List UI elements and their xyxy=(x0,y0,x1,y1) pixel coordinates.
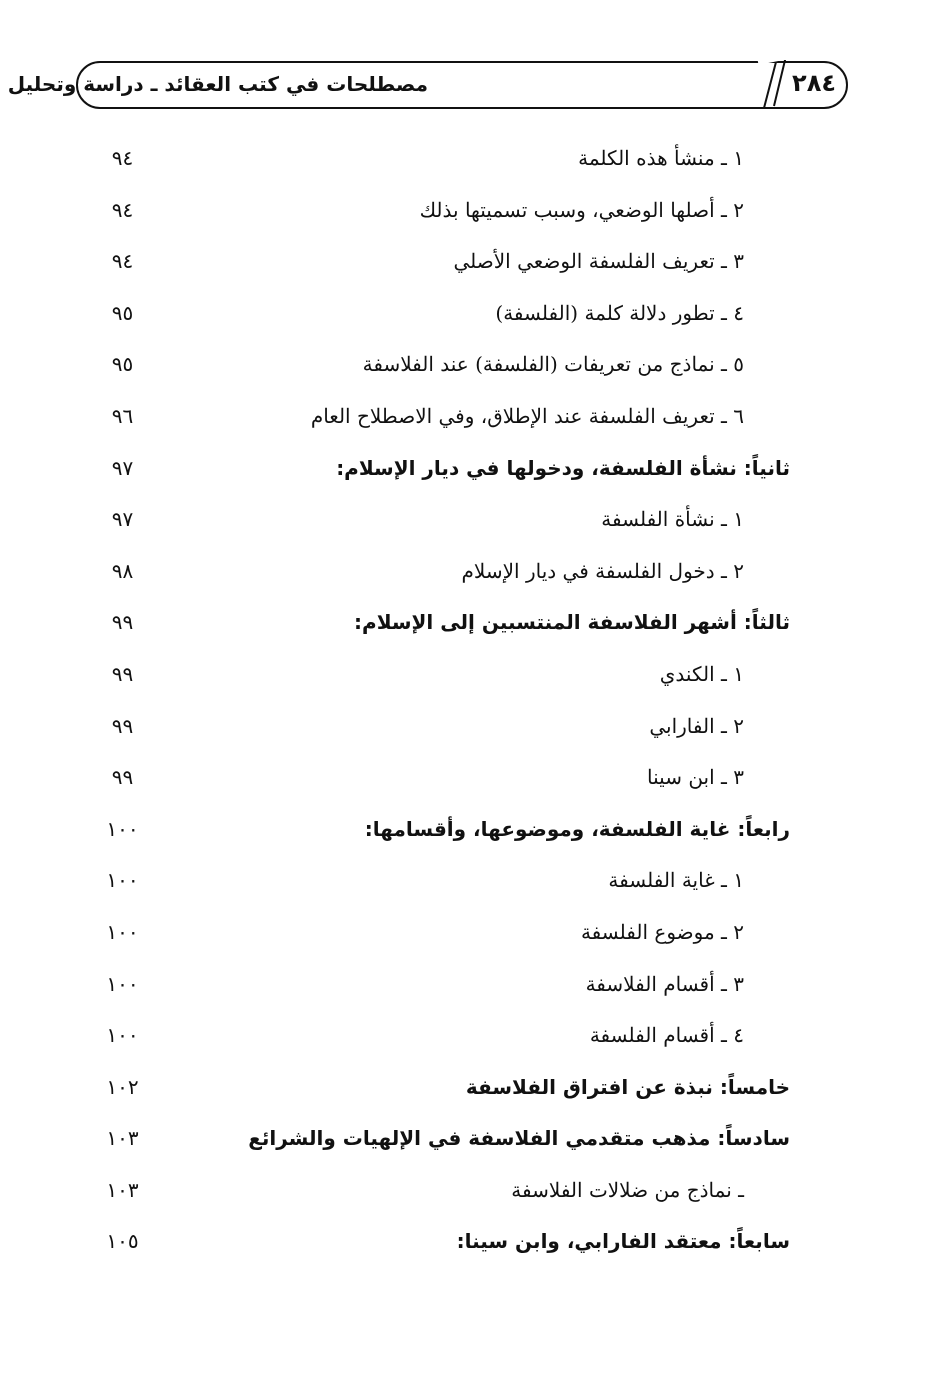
toc-entry-page: ٩٥ xyxy=(111,300,134,325)
toc-entry xyxy=(100,393,790,445)
toc-entry xyxy=(100,341,790,393)
toc-entry-title: ٤ ـ تطور دلالة كلمة (الفلسفة) xyxy=(495,300,744,325)
toc-entry xyxy=(100,599,790,651)
toc-entry-title: ٢ ـ موضوع الفلسفة xyxy=(580,919,744,944)
toc-entry-title: سادساً: مذهب متقدمي الفلاسفة في الإلهيات والشرائع xyxy=(248,1126,790,1151)
toc-entry-title: ٥ ـ نماذج من تعريفات (الفلسفة) عند الفلاسفة xyxy=(362,352,744,377)
toc-entry-page: ١٠٠ xyxy=(106,1023,139,1048)
toc-entry-title: ثانياً: نشأة الفلسفة، ودخولها في ديار الإسلام: xyxy=(336,455,790,480)
table-of-contents xyxy=(100,135,790,1270)
toc-entry-title: ٢ ـ الفارابي xyxy=(649,713,744,738)
page-number: ٢٨٤ xyxy=(792,69,836,97)
toc-entry-title: ١ ـ منشأ هذه الكلمة xyxy=(578,146,744,170)
toc-entry xyxy=(100,754,790,806)
running-header xyxy=(7,60,848,112)
toc-entry xyxy=(100,961,790,1013)
toc-entry xyxy=(100,806,790,858)
book-title: مصطلحات في كتب العقائد ـ دراسة وتحليل xyxy=(7,72,428,96)
toc-entry xyxy=(100,1218,790,1270)
toc-entry-page: ٩٧ xyxy=(111,455,134,480)
toc-entry xyxy=(100,1115,790,1167)
toc-entry xyxy=(100,1064,790,1116)
toc-entry-title: ٦ ـ تعريف الفلسفة عند الإطلاق، وفي الاصطلاح العام xyxy=(310,403,744,428)
toc-entry-title: ٣ ـ أقسام الفلاسفة xyxy=(585,971,744,996)
toc-entry xyxy=(100,238,790,290)
toc-entry-title: ١ ـ نشأة الفلسفة xyxy=(601,507,744,532)
toc-entry-title: ٤ ـ أقسام الفلسفة xyxy=(589,1023,744,1048)
toc-entry-page: ١٠٣ xyxy=(106,1126,139,1151)
toc-entry-page: ٩٤ xyxy=(111,249,134,274)
toc-entry-title: ـ نماذج من ضلالات الفلاسفة xyxy=(511,1177,744,1202)
toc-entry xyxy=(100,135,790,187)
toc-entry-page: ١٠٠ xyxy=(106,971,139,996)
toc-entry-page: ٩٩ xyxy=(111,713,134,738)
toc-entry xyxy=(100,1012,790,1064)
toc-entry xyxy=(100,445,790,497)
toc-entry-page: ١٠٠ xyxy=(106,868,139,893)
toc-entry-page: ٩٧ xyxy=(111,507,134,532)
toc-entry-title: ٢ ـ دخول الفلسفة في ديار الإسلام xyxy=(461,558,744,583)
toc-entry-title: ثالثاً: أشهر الفلاسفة المنتسبين إلى الإسلام: xyxy=(354,610,790,635)
toc-entry xyxy=(100,703,790,755)
toc-entry-title: خامساً: نبذة عن افتراق الفلاسفة xyxy=(465,1074,790,1099)
toc-entry-title: ٣ ـ ابن سينا xyxy=(647,765,744,790)
toc-entry-page: ١٠٢ xyxy=(106,1074,139,1099)
toc-entry-page: ٩٥ xyxy=(111,352,134,377)
toc-entry xyxy=(100,548,790,600)
toc-entry-title: ١ ـ غاية الفلسفة xyxy=(608,868,744,893)
toc-entry-title: ٢ ـ أصلها الوضعي، وسبب تسميتها بذلك xyxy=(419,197,744,222)
toc-entry-page: ١٠٠ xyxy=(106,816,139,841)
toc-entry-page: ٩٤ xyxy=(111,146,134,170)
toc-entry-page: ١٠٥ xyxy=(106,1229,139,1254)
toc-entry-title: سابعاً: معتقد الفارابي، وابن سينا: xyxy=(456,1229,790,1254)
toc-entry-page: ٩٦ xyxy=(111,403,134,428)
toc-entry-page: ٩٤ xyxy=(111,197,134,222)
toc-entry-page: ٩٩ xyxy=(111,610,134,635)
toc-entry xyxy=(100,909,790,961)
toc-entry xyxy=(100,187,790,239)
toc-entry-page: ١٠٠ xyxy=(106,919,139,944)
toc-entry-page: ٩٩ xyxy=(111,765,134,790)
toc-entry xyxy=(100,290,790,342)
toc-entry xyxy=(100,857,790,909)
toc-entry-title: ٣ ـ تعريف الفلسفة الوضعي الأصلي xyxy=(453,249,744,274)
toc-entry-page: ١٠٣ xyxy=(106,1177,139,1202)
toc-entry-page: ٩٨ xyxy=(111,558,134,583)
toc-entry xyxy=(100,496,790,548)
toc-entry-title: رابعاً: غاية الفلسفة، وموضوعها، وأقسامها: xyxy=(364,816,790,841)
toc-entry xyxy=(100,1167,790,1219)
toc-entry xyxy=(100,651,790,703)
toc-entry-page: ٩٩ xyxy=(111,661,134,686)
toc-entry-title: ١ ـ الكندي xyxy=(659,661,744,686)
